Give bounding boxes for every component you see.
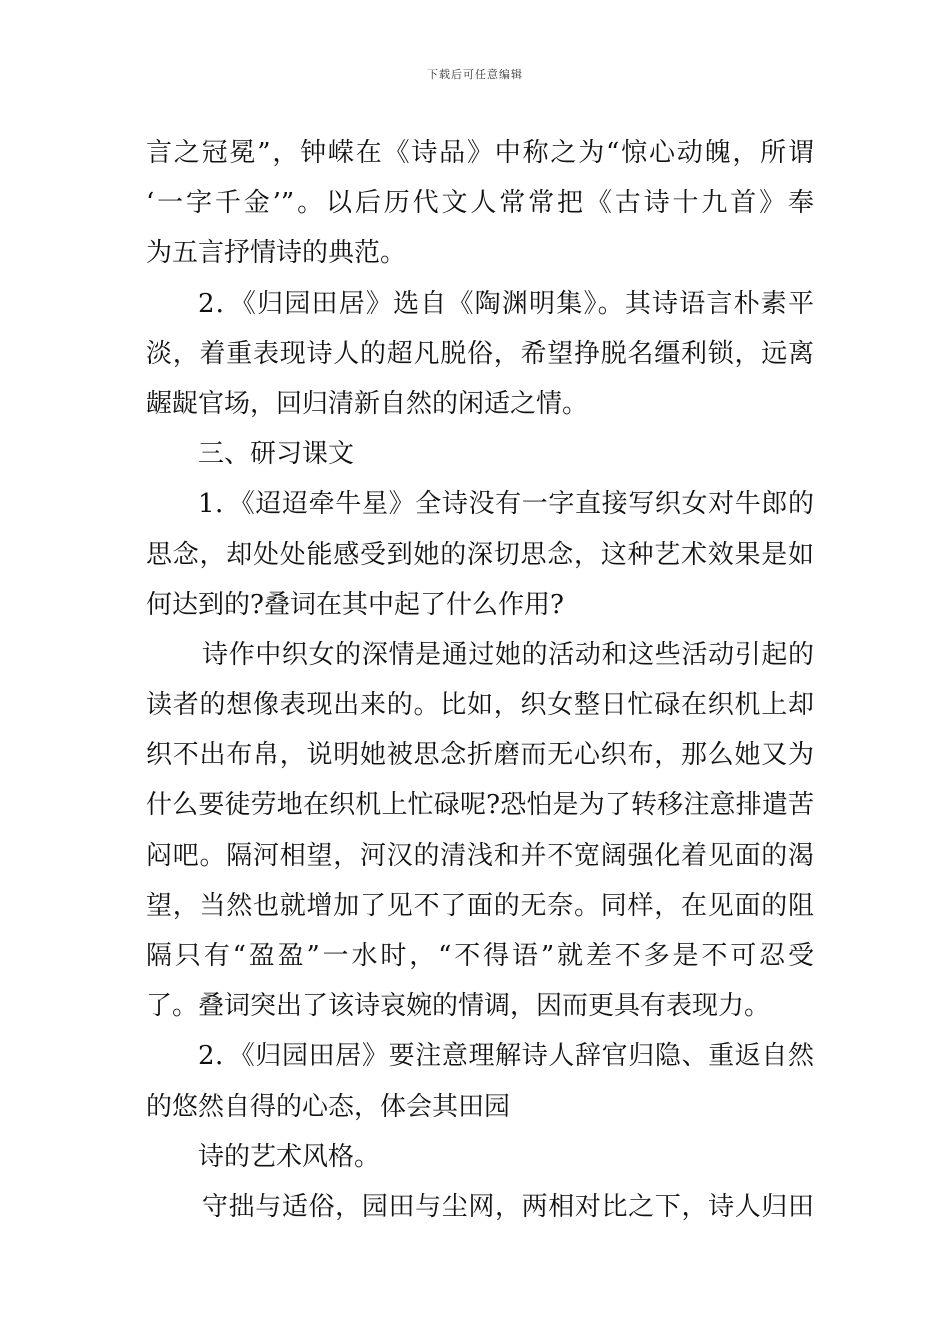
text-line: 思念，却处处能感受到她的深切思念，这种艺术效果是如	[146, 539, 814, 570]
text-line: 诗的艺术风格。	[198, 1141, 381, 1172]
document-body	[146, 128, 814, 1232]
text-line: 隔只有“盈盈”一水时，“不得语”就差不多是不可忍受	[146, 941, 814, 971]
text-line: 望，当然也就增加了见不了面的无奈。同样，在见面的阻	[146, 890, 814, 921]
text-line: ‘一字千金’”。以后历代文人常常把《古诗十九首》奉	[146, 188, 814, 219]
text-line: 织不出布帛，说明她被思念折磨而无心织布，那么她又为	[146, 740, 814, 771]
question-start-line: 1．《迢迢牵牛星》全诗没有一字直接写织女对牛郎的	[198, 489, 814, 520]
text-line: 的悠然自得的心态，体会其田园	[146, 1091, 511, 1122]
text-line: 闷吧。隔河相望，河汉的清浅和并不宽阔强化着见面的渴	[146, 840, 814, 871]
question-start-line: 2．《归园田居》要注意理解诗人辞官归隐、重返自然	[198, 1041, 814, 1072]
section-heading: 三、研习课文	[198, 439, 355, 470]
text-line: 何达到的?叠词在其中起了什么作用?	[146, 589, 564, 620]
answer-start-line: 守拙与适俗，园田与尘网，两相对比之下，诗人归田	[202, 1191, 814, 1222]
text-line: 言之冠冕”，钟嵘在《诗品》中称之为“惊心动魄，所谓	[146, 138, 814, 168]
page-header: 下载后可任意编辑	[427, 68, 523, 81]
text-line: 为五言抒情诗的典范。	[146, 238, 407, 269]
paragraph-start-line: 2．《归园田居》选自《陶渊明集》。其诗语言朴素平	[198, 288, 814, 319]
text-line: 龌龊官场，回归清新自然的闲适之情。	[146, 388, 589, 419]
text-line: 了。叠词突出了该诗哀婉的情调，因而更具有表现力。	[146, 991, 771, 1022]
text-line: 什么要徒劳地在织机上忙碌呢?恐怕是为了转移注意排遣苦	[146, 790, 814, 821]
text-line: 淡，着重表现诗人的超凡脱俗，希望挣脱名缰利锁，远离	[146, 338, 814, 369]
text-line: 读者的想像表现出来的。比如，织女整日忙碌在织机上却	[146, 690, 814, 721]
answer-start-line: 诗作中织女的深情是通过她的活动和这些活动引起的	[202, 639, 814, 670]
